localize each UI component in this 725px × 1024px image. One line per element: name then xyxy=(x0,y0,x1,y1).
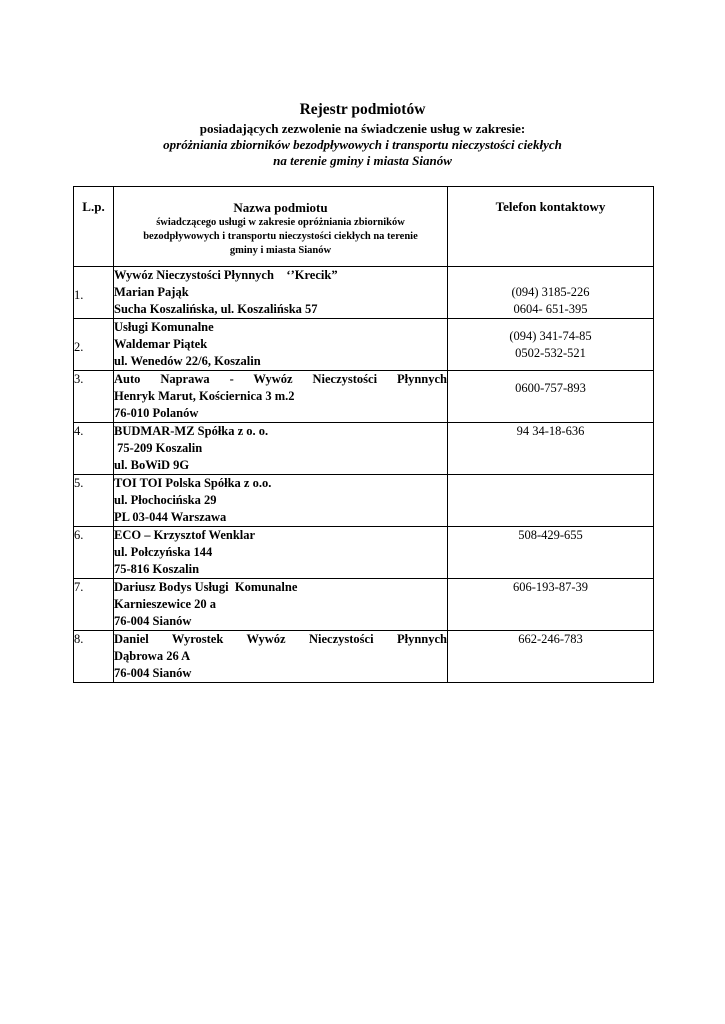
phone-cell xyxy=(448,423,654,475)
table-row xyxy=(74,579,654,631)
phone-number: (094) 341-74-85 xyxy=(509,329,592,343)
entity-name-line: Auto Naprawa - Wywóz Nieczystości Płynnych xyxy=(114,372,447,386)
phone-cell xyxy=(448,579,654,631)
entity-name-line: Usługi Komunalne xyxy=(114,320,214,334)
phone-number: (094) 3185-226 xyxy=(511,285,590,299)
phone-number: 0604- 651-395 xyxy=(513,302,588,316)
phone-cell xyxy=(448,267,654,319)
entity-name-line: PL 03-044 Warszawa xyxy=(114,510,227,524)
entity-name-line: Henryk Marut, Kościernica 3 m.2 xyxy=(114,389,295,403)
entity-name-cell xyxy=(114,579,448,631)
entity-name-cell xyxy=(114,319,448,371)
phone-cell xyxy=(448,527,654,579)
entity-name-line: Sucha Koszalińska, ul. Koszalińska 57 xyxy=(114,302,318,316)
entity-name-cell xyxy=(114,267,448,319)
entity-name-cell xyxy=(114,475,448,527)
table-row xyxy=(74,423,654,475)
register-table-body xyxy=(74,267,654,683)
entity-name-line: Karnieszewice 20 a xyxy=(114,597,217,611)
phone-number: 0502-532-521 xyxy=(515,346,586,360)
entity-name-line: Daniel Wyrostek Wywóz Nieczystości Płynnych xyxy=(114,632,447,646)
entity-name-line: Waldemar Piątek xyxy=(114,337,208,351)
entity-name-line: 76-004 Sianów xyxy=(114,666,192,680)
phone-number: 0600-757-893 xyxy=(515,381,586,395)
row-number: 8. xyxy=(74,631,114,683)
entity-name-cell xyxy=(114,527,448,579)
phone-cell xyxy=(448,371,654,423)
phone-number: 508-429-655 xyxy=(518,528,583,542)
table-row xyxy=(74,527,654,579)
row-number: 5. xyxy=(74,475,114,527)
row-number: 3. xyxy=(74,371,114,423)
entity-name-line: 76-004 Sianów xyxy=(114,614,192,628)
document-subtitle: posiadających zezwolenie na świadczenie usług w zakresie: xyxy=(199,121,526,136)
table-row xyxy=(74,631,654,683)
document-scope-line-2: na terenie gminy i miasta Sianów xyxy=(273,153,452,168)
phone-number: 606-193-87-39 xyxy=(513,580,588,594)
phone-cell xyxy=(448,475,654,527)
entity-name-cell xyxy=(114,371,448,423)
entity-name-line: Wywóz Nieczystości Płynnych ‘’Krecik” xyxy=(114,268,338,282)
phone-number: 94 34-18-636 xyxy=(516,424,585,438)
column-header-name-title: Nazwa podmiotu xyxy=(233,200,328,215)
entity-name-line: Dąbrowa 26 A xyxy=(114,649,191,663)
phone-cell xyxy=(448,631,654,683)
entity-name-line: Marian Pająk xyxy=(114,285,189,299)
register-table xyxy=(73,186,654,683)
entity-name-line: 76-010 Polanów xyxy=(114,406,199,420)
entity-name-line: Dariusz Bodys Usługi Komunalne xyxy=(114,580,298,594)
entity-name-line: ECO – Krzysztof Wenklar xyxy=(114,528,256,542)
document-scope-line-1: opróżniania zbiorników bezodpływowych i transportu nieczystości ciekłych xyxy=(163,137,562,152)
entity-name-line: ul. Połczyńska 144 xyxy=(114,545,213,559)
row-number: 1. xyxy=(74,267,114,319)
table-row xyxy=(74,267,654,319)
column-header-name xyxy=(114,187,448,267)
column-header-phone: Telefon kontaktowy xyxy=(448,187,654,267)
title-block xyxy=(0,100,725,169)
row-number: 6. xyxy=(74,527,114,579)
row-number: 7. xyxy=(74,579,114,631)
phone-cell xyxy=(448,319,654,371)
row-number: 4. xyxy=(74,423,114,475)
row-number: 2. xyxy=(74,319,114,371)
table-row xyxy=(74,475,654,527)
entity-name-line: 75-209 Koszalin xyxy=(114,441,203,455)
entity-name-line: ul. Płochocińska 29 xyxy=(114,493,217,507)
entity-name-line: ul. BoWiD 9G xyxy=(114,458,190,472)
phone-number: 662-246-783 xyxy=(518,632,583,646)
table-header-row xyxy=(74,187,654,267)
entity-name-line: TOI TOI Polska Spółka z o.o. xyxy=(114,476,272,490)
entity-name-cell xyxy=(114,423,448,475)
table-row xyxy=(74,319,654,371)
entity-name-cell xyxy=(114,631,448,683)
entity-name-line: 75-816 Koszalin xyxy=(114,562,200,576)
column-header-lp: L.p. xyxy=(74,187,114,267)
column-header-name-subtitle: świadczącego usługi w zakresie opróżniania zbiorników bezodpływowych i transportu nieczystości ciekłych na terenie gminy i miasta Sianów xyxy=(143,217,418,256)
entity-name-line: BUDMAR-MZ Spółka z o. o. xyxy=(114,424,269,438)
document-title: Rejestr podmiotów xyxy=(299,101,426,118)
table-row xyxy=(74,371,654,423)
entity-name-line: ul. Wenedów 22/6, Koszalin xyxy=(114,354,261,368)
